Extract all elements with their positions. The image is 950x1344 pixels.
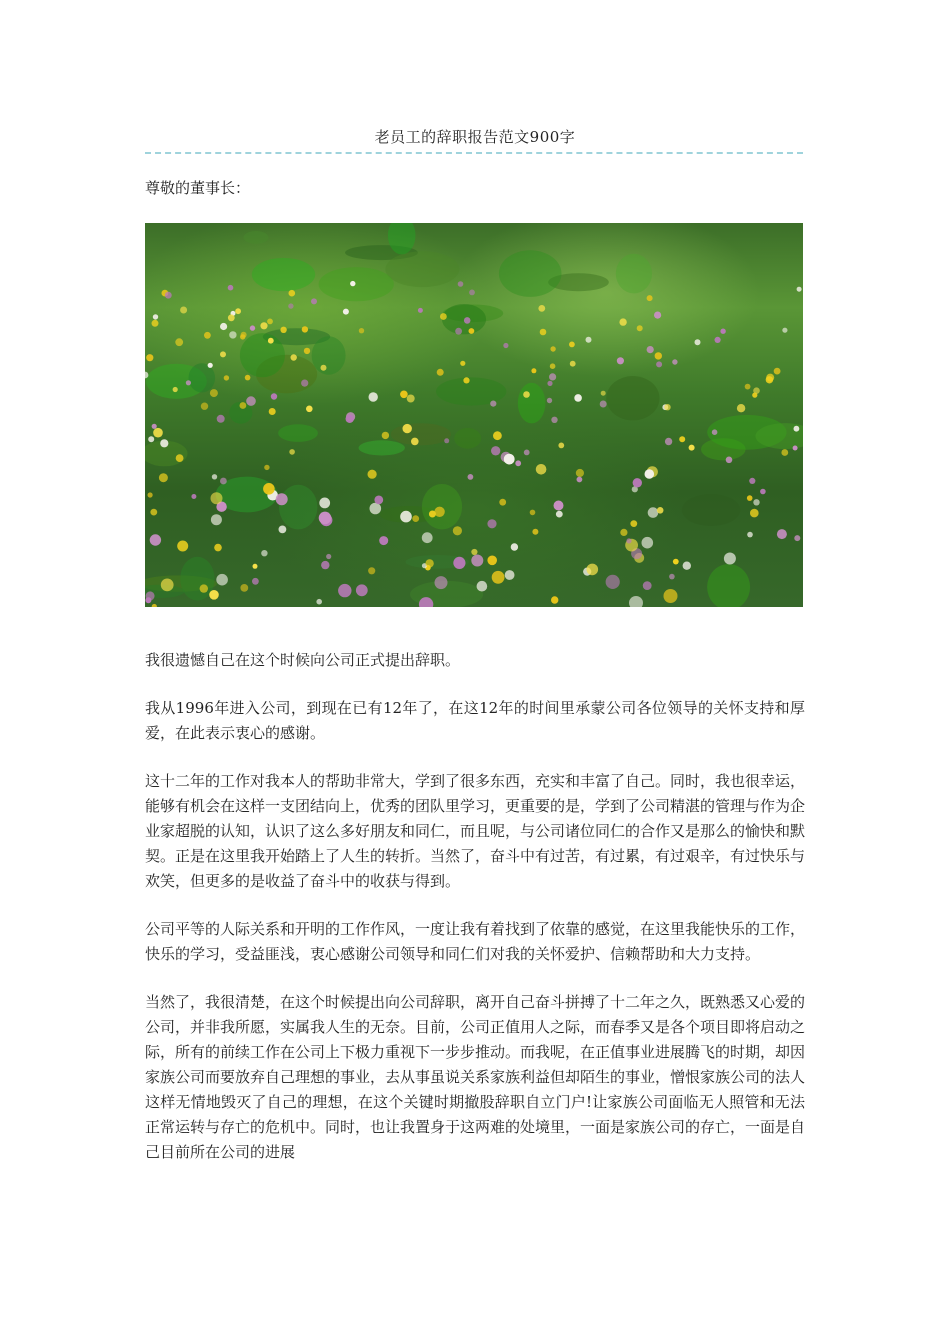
- document-title: 老员工的辞职报告范文900字: [374, 128, 576, 146]
- meadow-flowers-photo: [145, 223, 803, 607]
- flower-field-graphic: [145, 223, 803, 607]
- paragraph-4: 公司平等的人际关系和开明的工作作风，一度让我有着找到了依靠的感觉，在这里我能快乐的工作，快乐的学习，受益匪浅，衷心感谢公司领导和同仁们对我的关怀爱护、信赖帮助和大力支持。: [145, 920, 806, 963]
- letter-body: [145, 648, 805, 1188]
- paragraph-2: 我从1996年进入公司，到现在已有12年了，在这12年的时间里承蒙公司各位领导的关怀支持和厚爱，在此表示衷心的感谢。: [145, 699, 805, 742]
- salutation: 尊敬的董事长：: [145, 179, 251, 197]
- paragraph-5: 当然了，我很清楚，在这个时候提出向公司辞职，离开自己奋斗拼搏了十二年之久，既熟悉又心爱的公司，并非我所愿，实属我人生的无奈。目前，公司正值用人之际，而春季又是各个项目即将启动之际，所有的前续工作在公司上下极力重视下一步步推动。而我呢，在正值事业进展腾飞的时期，却因家族公司而要放弃自己理想的事业，去从事虽说关系家族利益但却陌生的事业，憎恨家族公司的法人这样无情地毁灭了自己的理想，在这个关键时期撤股辞职自立门户!让家族公司面临无人照管和无法正常运转与存亡的危机中。同时，也让我置身于这两难的处境里，一面是家族公司的存亡，一面是自己目前所在公司的进展: [145, 993, 806, 1161]
- title-divider: [145, 152, 803, 154]
- paragraph-1: 我很遗憾自己在这个时候向公司正式提出辞职。: [145, 651, 461, 669]
- paragraph-3: 这十二年的工作对我本人的帮助非常大，学到了很多东西，充实和丰富了自己。同时，我也很幸运，能够有机会在这样一支团结向上，优秀的团队里学习，更重要的是，学到了公司精湛的管理与作为企业家超脱的认知，认识了这么多好朋友和同仁，而且呢，与公司诸位同仁的合作又是那么的愉快和默契。正是在这里我开始踏上了人生的转折。当然了，奋斗中有过苦，有过累，有过艰辛，有过快乐与欢笑，但更多的是收益了奋斗中的收获与得到。: [145, 772, 806, 890]
